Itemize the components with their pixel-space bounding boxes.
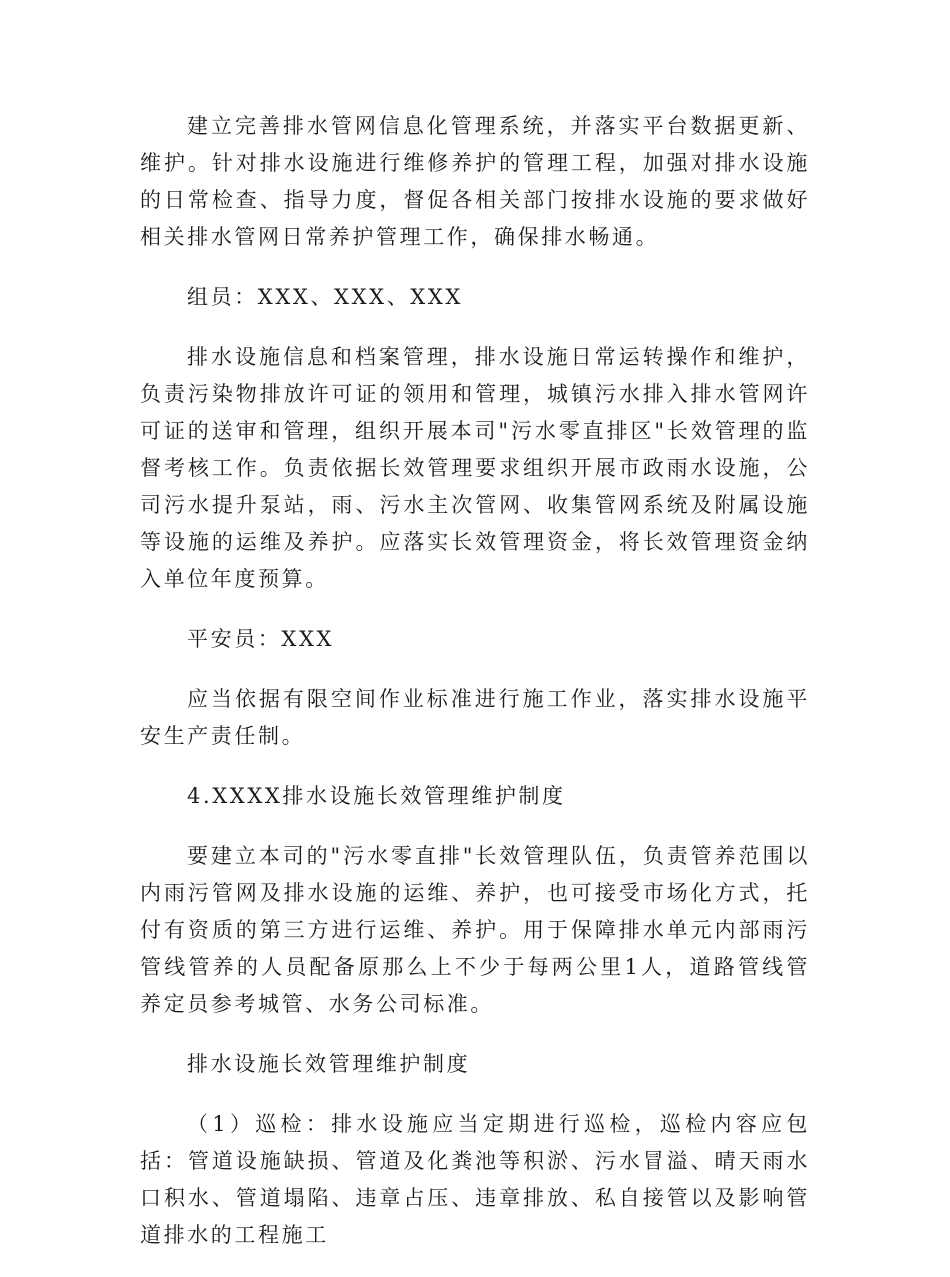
- document-body: [140, 108, 810, 1277]
- paragraph-drainage-info-system: 建立完善排水管网信息化管理系统，并落实平台数据更新、维护。针对排水设施进行维修养护的管理工程，加强对排水设施的日常检查、指导力度，督促各相关部门按排水设施的要求做好相关排水管网日常养护管理工作，确保排水畅通。: [140, 114, 810, 249]
- paragraph-safety-officer: 平安员：XXX: [187, 627, 335, 651]
- section-heading-maintenance-system: 4.XXXX排水设施长效管理维护制度: [187, 784, 566, 808]
- paragraph-inspection: （1）巡检：排水设施应当定期进行巡检，巡检内容应包括：管道设施缺损、管道及化粪池等积淤、污水冒溢、晴天雨水口积水、管道塌陷、违章占压、违章排放、私自接管以及影响管道排水的工程施工: [140, 1112, 810, 1247]
- subheading-maintenance-system: 排水设施长效管理维护制度: [187, 1052, 471, 1076]
- paragraph-maintenance-team: 要建立本司的"污水零直排"长效管理队伍，负责管养范围以内雨污管网及排水设施的运维、养护，也可接受市场化方式，托付有资质的第三方进行运维、养护。用于保障排水单元内部雨污管线管养的人员配备原那么上不少于每两公里1人，道路管线管养定员参考城管、水务公司标准。: [140, 844, 810, 1016]
- paragraph-confined-space: 应当依据有限空间作业标准进行施工作业，落实排水设施平安生产责任制。: [140, 687, 810, 748]
- paragraph-team-members: 组员：XXX、XXX、XXX: [187, 285, 463, 309]
- paragraph-facility-records: 排水设施信息和档案管理，排水设施日常运转操作和维护，负责污染物排放许可证的领用和管理，城镇污水排入排水管网许可证的送审和管理，组织开展本司"污水零直排区"长效管理的监督考核工作。负责依据长效管理要求组织开展市政雨水设施，公司污水提升泵站，雨、污水主次管网、收集管网系统及附属设施等设施的运维及养护。应落实长效管理资金，将长效管理资金纳入单位年度预算。: [140, 345, 810, 591]
